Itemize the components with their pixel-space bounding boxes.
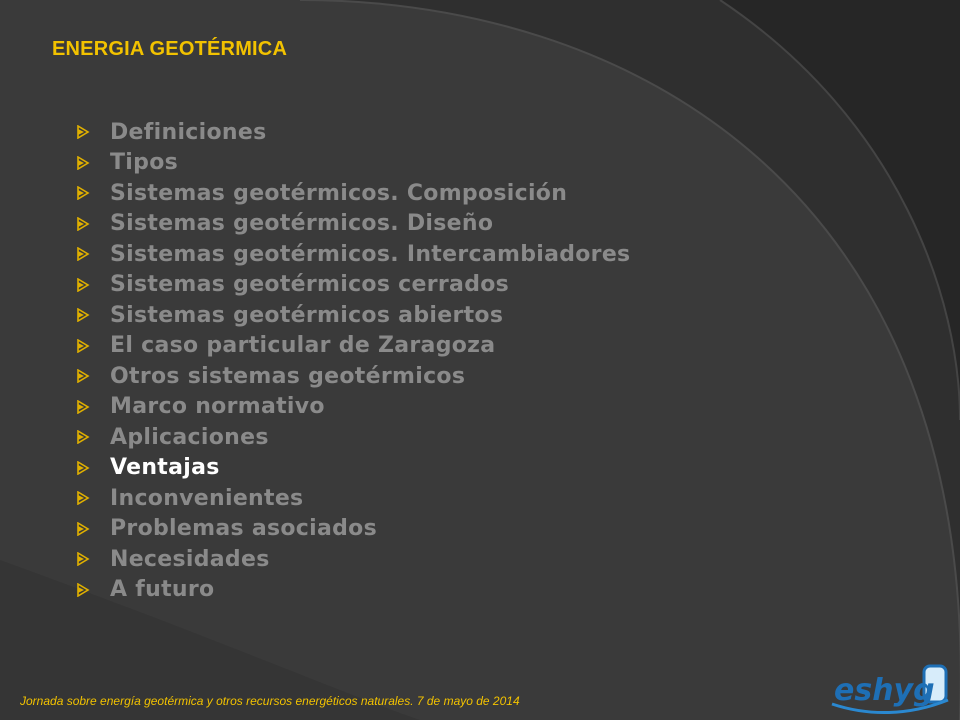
- arrow-bullet-icon: [75, 369, 95, 383]
- logo-wordmark: eshyg: [834, 673, 935, 708]
- arrow-bullet-icon: [75, 156, 95, 170]
- agenda-item-label: Sistemas geotérmicos. Composición: [110, 180, 568, 206]
- arrow-bullet-icon: [75, 461, 95, 475]
- agenda-item: [75, 178, 630, 209]
- arrow-bullet-icon: [75, 278, 95, 292]
- agenda-item: [75, 361, 630, 392]
- agenda-item-label: Sistemas geotérmicos cerrados: [110, 272, 510, 298]
- agenda-item: [75, 575, 630, 606]
- agenda-item: [75, 270, 630, 301]
- arrow-bullet-icon: [75, 583, 95, 597]
- agenda-item: [75, 422, 630, 453]
- agenda-item-label: A futuro: [110, 577, 215, 603]
- agenda-item-label: Sistemas geotérmicos abiertos: [110, 302, 504, 328]
- agenda-item: [75, 453, 630, 484]
- agenda-list: [75, 117, 630, 605]
- arrow-bullet-icon: [75, 491, 95, 505]
- agenda-item: [75, 331, 630, 362]
- agenda-item: [75, 483, 630, 514]
- agenda-item-label: Ventajas: [110, 455, 220, 481]
- agenda-item-label: Inconvenientes: [110, 485, 304, 511]
- agenda-item-label: Sistemas geotérmicos. Intercambiadores: [110, 241, 631, 267]
- arrow-bullet-icon: [75, 125, 95, 139]
- agenda-item: [75, 392, 630, 423]
- agenda-item: [75, 209, 630, 240]
- agenda-item: [75, 239, 630, 270]
- agenda-item-label: Necesidades: [110, 546, 270, 572]
- agenda-item: [75, 300, 630, 331]
- agenda-item-label: El caso particular de Zaragoza: [110, 333, 496, 359]
- agenda-item-label: Marco normativo: [110, 394, 325, 420]
- arrow-bullet-icon: [75, 339, 95, 353]
- arrow-bullet-icon: [75, 430, 95, 444]
- eshyg-logo: [828, 660, 954, 718]
- agenda-item: [75, 117, 630, 148]
- arrow-bullet-icon: [75, 400, 95, 414]
- arrow-bullet-icon: [75, 217, 95, 231]
- agenda-item-label: Tipos: [110, 150, 179, 176]
- agenda-item-label: Otros sistemas geotérmicos: [110, 363, 466, 389]
- agenda-item-label: Sistemas geotérmicos. Diseño: [110, 211, 494, 237]
- arrow-bullet-icon: [75, 552, 95, 566]
- agenda-item: [75, 514, 630, 545]
- agenda-item-label: Problemas asociados: [110, 516, 377, 542]
- arrow-bullet-icon: [75, 522, 95, 536]
- slide-title: ENERGIA GEOTÉRMICA: [52, 38, 288, 60]
- agenda-item: [75, 148, 630, 179]
- footer-text: Jornada sobre energía geotérmica y otros recursos energéticos naturales. 7 de mayo de 2014: [20, 694, 520, 708]
- agenda-item: [75, 544, 630, 575]
- agenda-item-label: Aplicaciones: [110, 424, 269, 450]
- arrow-bullet-icon: [75, 186, 95, 200]
- agenda-item-label: Definiciones: [110, 119, 267, 145]
- arrow-bullet-icon: [75, 308, 95, 322]
- arrow-bullet-icon: [75, 247, 95, 261]
